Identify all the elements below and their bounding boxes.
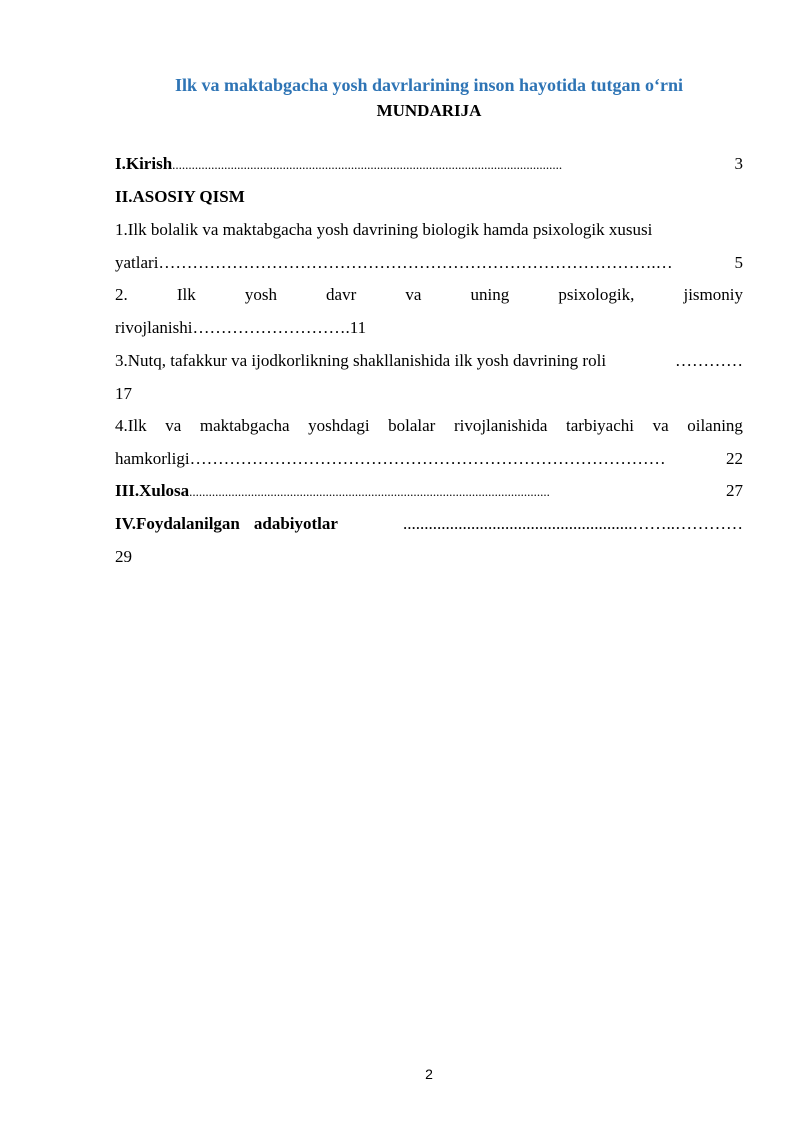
toc-word: rivojlanishida — [453, 416, 548, 435]
document-title: Ilk va maktabgacha yosh davrlarining inson hayotida tutgan o‘rni — [174, 75, 684, 95]
toc-page-number: 3 — [734, 154, 743, 173]
toc-entry-4-line1[interactable] — [115, 415, 743, 437]
toc-entry-label: hamkorligi — [115, 449, 190, 468]
toc-word: yosh — [244, 285, 277, 304]
toc-entry-2-line1[interactable] — [115, 284, 743, 306]
toc-entry-label: rivojlanishi — [115, 318, 193, 337]
toc-word: maktabgacha — [199, 416, 290, 435]
toc-entry-intro[interactable] — [115, 153, 743, 176]
toc-entry-label: I.Kirish — [115, 154, 173, 173]
toc-leader-dots: ......................................................……..………… — [403, 514, 743, 533]
toc-page-number[interactable]: 17 — [115, 384, 132, 403]
toc-entry-1-line1[interactable]: 1.Ilk bolalik va maktabgacha yosh davrining biologik hamda psixologik xususi — [115, 220, 653, 239]
toc-entry-label: III.Xulosa — [115, 481, 190, 500]
toc-leader-dots: …………………………………………………………………………….… — [158, 253, 673, 272]
toc-word: 4.Ilk — [115, 416, 147, 435]
toc-entry-4-line2[interactable] — [115, 448, 743, 470]
page-number: 2 — [425, 1066, 433, 1082]
toc-leader-dots: ........................................................................................................................ — [172, 157, 563, 172]
toc-entry-label-part: IV.Foydalanilgan — [115, 514, 240, 533]
toc-leader-dots: ………………………. — [192, 318, 350, 337]
toc-page-number: 11 — [349, 318, 367, 337]
toc-word: psixologik, — [558, 285, 635, 304]
toc-leader-dots: ………… — [675, 351, 743, 370]
toc-word: va — [652, 416, 669, 435]
toc-page-number: 27 — [726, 481, 743, 500]
toc-entry-label: yatlari — [115, 253, 159, 272]
toc-heading: MUNDARIJA — [376, 101, 482, 120]
toc-word: va — [405, 285, 422, 304]
toc-word: oilaning — [687, 416, 743, 435]
toc-page-number[interactable]: 29 — [115, 547, 132, 566]
toc-word: bolalar — [388, 416, 436, 435]
toc-word: yoshdagi — [308, 416, 370, 435]
toc-leader-dots: ............................................................................................................... — [189, 484, 550, 499]
toc-word: 2. — [115, 285, 128, 304]
toc-word: Ilk — [176, 285, 196, 304]
toc-entry-label: 3.Nutq, tafakkur va ijodkorlikning shakllanishida ilk yosh davrining roli — [115, 351, 607, 370]
toc-leader-dots: ………………………………………………………………………… — [189, 449, 666, 468]
toc-section-heading: II.ASOSIY QISM — [115, 187, 245, 206]
toc-entry-references[interactable] — [115, 513, 743, 535]
toc-entry-conclusion[interactable] — [115, 480, 743, 503]
toc-word: va — [165, 416, 182, 435]
toc-word: tarbiyachi — [566, 416, 634, 435]
toc-page-number: 5 — [734, 253, 743, 272]
toc-word: davr — [326, 285, 357, 304]
toc-page-number: 22 — [726, 449, 743, 468]
toc-entry-2-line2[interactable] — [115, 317, 743, 339]
toc-word: jismoniy — [683, 285, 743, 304]
toc-entry-label-part: adabiyotlar — [253, 514, 338, 533]
toc-entry-3-line1[interactable] — [115, 350, 743, 372]
toc-word: uning — [470, 285, 510, 304]
toc-entry-1-line2[interactable] — [115, 252, 743, 274]
